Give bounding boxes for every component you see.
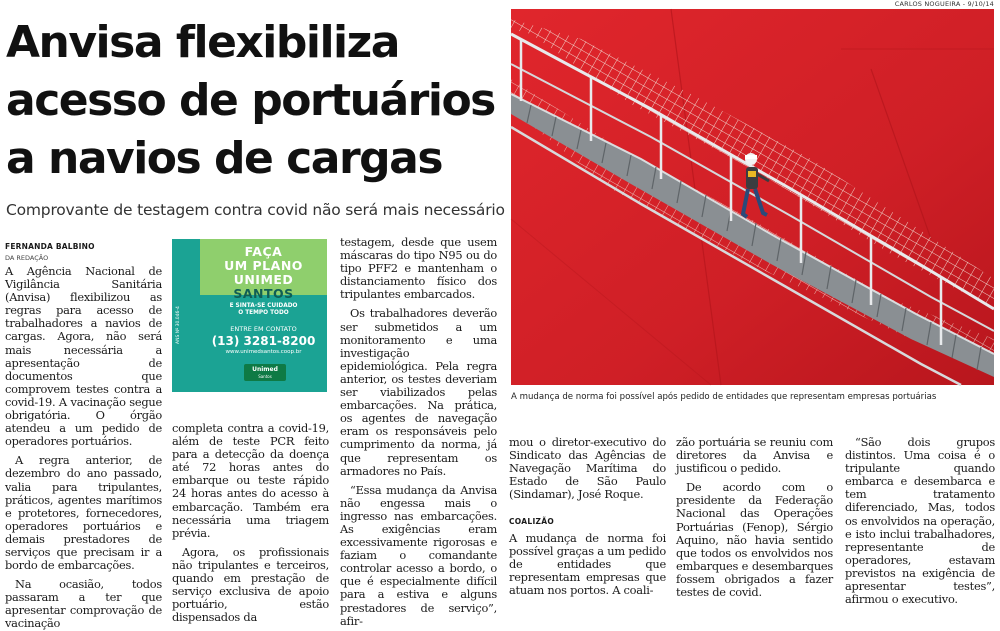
headline-line-2: acesso de portuários	[6, 75, 495, 126]
paragraph: “Essa mudança da Anvisa não engessa mais o ingresso nas embarcações. As exigências eram excessivamente rigorosas e faziam o comandante controlar acesso a bordo, o que é especialmente difícil para a estiva e alguns prestadores de serviço”, afir-	[340, 482, 497, 628]
ad-contact-label: ENTRE EM CONTATO	[230, 325, 297, 333]
ad-headline-4: SANTOS	[233, 286, 294, 301]
paragraph: A regra anterior, de dezembro do ano passado, valia para tripulantes, práticos, agentes marítimos e protetores, fornecedores, operadores portuários e demais prestadores de serviços que precisam ir a bordo de embarcações.	[5, 453, 162, 573]
paragraph: A mudança de norma foi possível graças a um pedido de entidades que representam empresas que atuam nos portos. A coali-	[509, 530, 666, 597]
article-column-5	[676, 436, 833, 599]
headline	[6, 14, 506, 188]
ad-phone[interactable]: (13) 3281-8200	[211, 334, 316, 348]
headline-line-3: a navios de cargas	[6, 133, 443, 184]
subtitle: Comprovante de testagem contra covid não será mais necessário	[6, 201, 505, 219]
article-column-6	[845, 436, 995, 606]
ad-tagline-1: E SINTA-SE CUIDADO	[229, 303, 298, 309]
ad-headline-2: UM PLANO	[224, 258, 303, 273]
paragraph: De acordo com o presidente da Federação Nacional das Operações Portuárias (Fenop), Sérgio Aquino, não havia sentido que todos os envolvidos nos embarques e desembarques fossem obrigados a fazer testes de covid.	[676, 480, 833, 600]
section-heading: COALIZÃO	[509, 517, 555, 527]
photo-caption: A mudança de norma foi possível após pedido de entidades que representam empresas portuárias	[511, 392, 937, 402]
paragraph: Na ocasião, todos passaram a ter que apresentar comprovação de vacinação	[5, 577, 162, 631]
ad-headline-3: UNIMED	[233, 272, 294, 287]
photo-credit: CARLOS NOGUEIRA - 9/10/14	[894, 0, 994, 8]
paragraph: completa contra a covid-19, além de teste PCR feito para a detecção da doença até 72 horas antes do embarque ou teste rápido 24 horas antes do acesso à embarcação. Também era necessária uma triagem prévia.	[172, 421, 329, 540]
article-column-4	[509, 436, 666, 597]
unimed-logo-text: Unimed	[252, 366, 278, 373]
ad-headline-1: FAÇA	[244, 244, 283, 259]
ad-website[interactable]: www.unimedsantos.coop.br	[225, 349, 302, 355]
headline-line-1: Anvisa flexibiliza	[6, 17, 399, 68]
paragraph: A Agência Nacional de Vigilância Sanitária (Anvisa) flexibilizou as regras para acesso de trabalhadores a navios de cargas. Agora, não será mais necessária a apresentação de documentos que comprovem testes contra a covid-19. A vacinação segue obrigatória. O órgão atendeu a um pedido de operadores portuários.	[5, 264, 162, 449]
paragraph: Agora, os profissionais não tripulantes e terceiros, quando em prestação de serviço exclusiva de apoio portuário, estão dispensados da	[172, 544, 329, 625]
ship-hull-gangway-illustration	[511, 9, 994, 385]
paragraph: Os trabalhadores deverão ser submetidos a um monitoramento e uma investigação epidemiológica. Pela regra anterior, os testes deveriam ser viabilizados pelas embarcações. Na prática, os agentes de navegação eram os responsáveis pelo cumprimento da norma, já que representam os armadores no País.	[340, 306, 497, 478]
ad-side-text: ANS Nº 30.046-4	[176, 306, 181, 344]
paragraph: zão portuária se reuniu com diretores da Anvisa e justificou o pedido.	[676, 435, 833, 476]
unimed-logo-sub: Santos	[258, 374, 272, 379]
ad-tagline-2: O TEMPO TODO	[238, 310, 289, 316]
paragraph: “São dois grupos distintos. Uma coisa é o tripulante quando embarca e desembarca e tem tratamento diferenciado, Mas, todos os envolvidos na operação, e isto inclui trabalhadores, representante de operadores, estavam previstos na exigência de apresentar testes”, afirmou o executivo.	[845, 435, 995, 607]
paragraph: mou o diretor-executivo do Sindicato das Agências de Navegação Marítima do Estado de São Paulo (Sindamar), José Roque.	[509, 435, 666, 502]
unimed-advertisement[interactable]	[172, 239, 327, 392]
paragraph: testagem, desde que usem máscaras do tipo N95 ou do tipo PFF2 e mantenham o distanciamento físico dos tripulantes embarcados.	[340, 235, 497, 302]
article-column-3	[340, 236, 497, 628]
article-column-2	[172, 422, 329, 624]
ship-photo	[511, 9, 994, 385]
unimed-logo	[244, 364, 286, 381]
byline-desk: DA REDAÇÃO	[5, 254, 49, 262]
article-column-1	[5, 265, 162, 631]
byline-author: FERNANDA BALBINO	[5, 242, 95, 251]
